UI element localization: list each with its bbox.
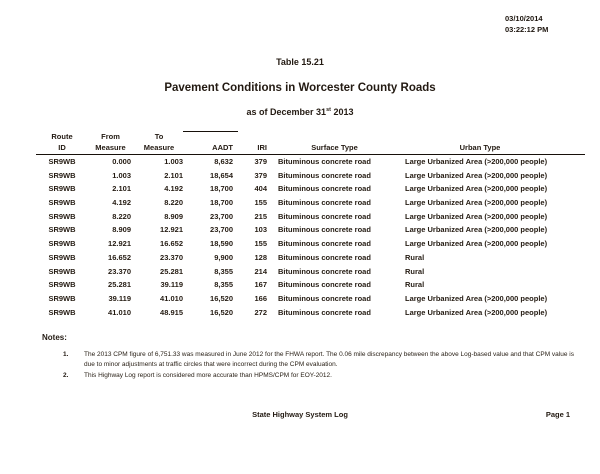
cell-to-measure: 1.003 [164, 157, 183, 166]
cell-iri: 272 [254, 307, 267, 317]
cell-surface-type: Bituminous concrete road [278, 266, 371, 276]
cell-to-measure: 41.010 [160, 293, 183, 303]
cell-aadt: 8,355 [214, 266, 233, 276]
cell-aadt: 18,700 [210, 198, 233, 208]
cell-to-measure: 12.921 [160, 225, 183, 235]
cell-iri: 404 [254, 184, 267, 194]
cell-route-id: SR9WB [48, 293, 76, 303]
cell-iri: 379 [254, 157, 267, 166]
table-row [36, 210, 585, 224]
col-header-from-line1: From [101, 132, 120, 141]
cell-urban-type: Large Urbanized Area (>200,000 people) [405, 225, 548, 235]
col-header-urban-type: Urban Type [459, 142, 501, 152]
cell-urban-type: Rural [405, 252, 425, 262]
cell-to-measure: 2.101 [164, 170, 183, 180]
note-number: 2. [63, 371, 69, 379]
cell-aadt: 8,355 [214, 280, 233, 290]
table-row [36, 155, 585, 169]
cell-from-measure: 0.000 [112, 157, 131, 166]
cell-surface-type: Bituminous concrete road [278, 157, 371, 166]
aadt-top-border [183, 131, 238, 132]
cell-aadt: 9,900 [214, 252, 233, 262]
cell-from-measure: 16.652 [108, 252, 131, 262]
cell-surface-type: Bituminous concrete road [278, 211, 371, 221]
cell-urban-type: Large Urbanized Area (>200,000 people) [405, 184, 548, 194]
cell-aadt: 18,654 [210, 170, 233, 180]
print-timestamp [505, 13, 548, 35]
cell-aadt: 8,632 [214, 157, 233, 166]
cell-urban-type: Large Urbanized Area (>200,000 people) [405, 170, 548, 180]
cell-urban-type: Large Urbanized Area (>200,000 people) [405, 157, 548, 166]
cell-iri: 155 [254, 239, 267, 249]
col-header-route-line2: ID [58, 142, 66, 152]
cell-surface-type: Bituminous concrete road [278, 280, 371, 290]
table-row [36, 278, 585, 292]
col-header-to-line1: To [154, 132, 164, 141]
cell-iri: 166 [254, 293, 267, 303]
note-item [63, 350, 584, 369]
cell-aadt: 16,520 [210, 293, 233, 303]
cell-to-measure: 16.652 [160, 239, 183, 249]
subtitle-prefix: as of December 31 [246, 107, 327, 117]
cell-route-id: SR9WB [48, 280, 76, 290]
cell-from-measure: 1.003 [112, 170, 131, 180]
cell-aadt: 23,700 [210, 211, 233, 221]
table-number: Table 15.21 [276, 57, 324, 67]
cell-urban-type: Rural [405, 280, 425, 290]
cell-route-id: SR9WB [48, 225, 76, 235]
cell-route-id: SR9WB [48, 239, 76, 249]
col-header-to-line2: Measure [143, 142, 175, 152]
cell-route-id: SR9WB [48, 170, 76, 180]
cell-urban-type: Large Urbanized Area (>200,000 people) [405, 307, 548, 317]
cell-iri: 155 [254, 198, 267, 208]
cell-from-measure: 4.192 [112, 198, 131, 208]
col-header-surface-type: Surface Type [311, 142, 358, 152]
table-body [36, 155, 585, 319]
cell-route-id: SR9WB [48, 211, 76, 221]
pavement-conditions-table [36, 132, 585, 319]
cell-route-id: SR9WB [48, 184, 76, 194]
cell-route-id: SR9WB [48, 157, 76, 166]
print-time: 03:22:12 PM [505, 25, 549, 34]
page-subtitle [0, 107, 600, 117]
cell-to-measure: 39.119 [160, 280, 183, 290]
note-text: The 2013 CPM figure of 6,751.33 was measured in June 2012 for the FHWA report. The 0.06 mile discrepancy between the above Log-based value and that CPM value is due to minor adjustments at traffic circles that were incorrect during the CPM evaluation. [84, 351, 574, 368]
note-number: 1. [63, 351, 69, 358]
notes-list [63, 350, 584, 382]
cell-from-measure: 41.010 [108, 307, 131, 317]
subtitle-superscript: st [326, 107, 331, 113]
cell-to-measure: 48.915 [160, 307, 183, 317]
cell-urban-type: Large Urbanized Area (>200,000 people) [405, 239, 548, 249]
cell-surface-type: Bituminous concrete road [278, 184, 371, 194]
cell-route-id: SR9WB [48, 252, 76, 262]
table-row [36, 182, 585, 196]
col-header-aadt: AADT [212, 142, 233, 152]
cell-from-measure: 23.370 [108, 266, 131, 276]
table-row [36, 196, 585, 210]
cell-aadt: 23,700 [210, 225, 233, 235]
note-item [63, 371, 584, 381]
cell-from-measure: 25.281 [108, 280, 131, 290]
col-header-route-line1: Route [51, 132, 73, 141]
cell-iri: 128 [254, 252, 267, 262]
cell-to-measure: 8.220 [164, 198, 183, 208]
cell-surface-type: Bituminous concrete road [278, 225, 371, 235]
cell-iri: 167 [254, 280, 267, 290]
col-header-from-line2: Measure [95, 142, 126, 152]
table-row [36, 251, 585, 265]
cell-surface-type: Bituminous concrete road [278, 293, 371, 303]
table-row [36, 306, 585, 320]
table-header [36, 132, 585, 155]
cell-surface-type: Bituminous concrete road [278, 198, 371, 208]
notes-heading: Notes: [42, 333, 67, 342]
cell-to-measure: 4.192 [164, 184, 183, 194]
note-text: This Highway Log report is considered more accurate than HPMS/CPM for EOY-2012. [84, 371, 332, 379]
cell-urban-type: Large Urbanized Area (>200,000 people) [405, 211, 548, 221]
cell-to-measure: 23.370 [160, 252, 183, 262]
cell-iri: 379 [254, 170, 267, 180]
cell-urban-type: Rural [405, 266, 425, 276]
page-title: Pavement Conditions in Worcester County Roads [164, 82, 436, 94]
col-header-iri: IRI [257, 142, 267, 152]
cell-aadt: 16,520 [210, 307, 233, 317]
table-row [36, 292, 585, 306]
table-row [36, 169, 585, 183]
cell-surface-type: Bituminous concrete road [278, 252, 371, 262]
cell-from-measure: 39.119 [108, 293, 131, 303]
cell-from-measure: 12.921 [108, 239, 131, 249]
table-row [36, 237, 585, 251]
cell-route-id: SR9WB [48, 198, 76, 208]
cell-iri: 215 [254, 211, 267, 221]
cell-urban-type: Large Urbanized Area (>200,000 people) [405, 293, 548, 303]
subtitle-suffix: 2013 [330, 107, 354, 117]
cell-aadt: 18,590 [210, 239, 233, 249]
cell-to-measure: 25.281 [160, 266, 183, 276]
footer-report-name: State Highway System Log [252, 410, 348, 419]
cell-iri: 214 [254, 266, 267, 276]
cell-from-measure: 2.101 [112, 184, 131, 194]
cell-urban-type: Large Urbanized Area (>200,000 people) [405, 198, 548, 208]
cell-surface-type: Bituminous concrete road [278, 170, 371, 180]
cell-from-measure: 8.909 [112, 225, 131, 235]
table-row [36, 223, 585, 237]
cell-route-id: SR9WB [48, 266, 76, 276]
cell-surface-type: Bituminous concrete road [278, 307, 371, 317]
table-row [36, 265, 585, 279]
cell-route-id: SR9WB [48, 307, 76, 317]
cell-from-measure: 8.220 [112, 211, 131, 221]
cell-surface-type: Bituminous concrete road [278, 239, 371, 249]
cell-to-measure: 8.909 [164, 211, 183, 221]
print-date: 03/10/2014 [505, 14, 543, 23]
cell-iri: 103 [254, 225, 267, 235]
footer-page-number: Page 1 [545, 410, 570, 419]
cell-aadt: 18,700 [210, 184, 233, 194]
